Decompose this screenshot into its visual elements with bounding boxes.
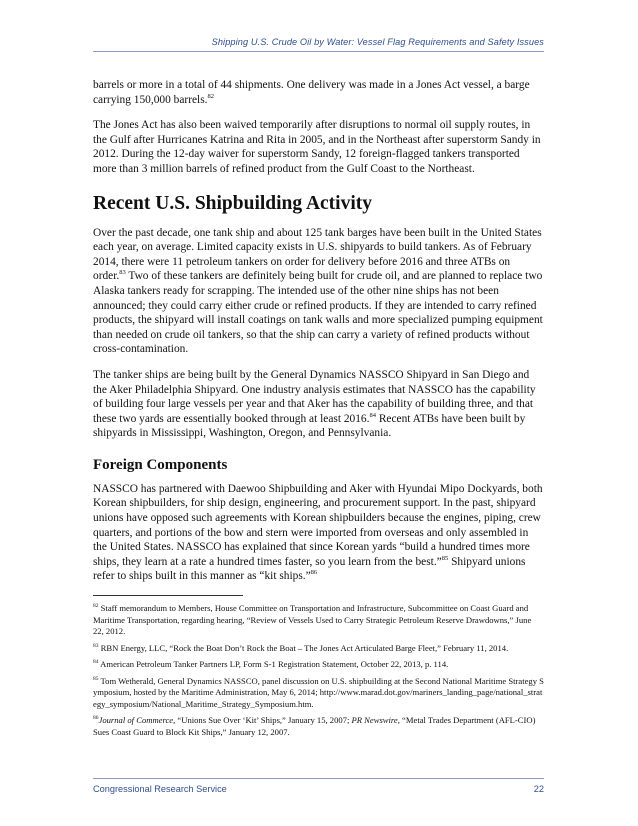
paragraph: NASSCO has partnered with Daewoo Shipbuilding and Aker with Hyundai Mipo Dockyards, both Korean shipbuilders, for ship design, engineering, and procurement support. In the past, shipyard unions have opposed such agreements with Korean shipbuilders because the engines, piping, crew quarters, and portions of the bow and stern were imported from overseas and only assembled in the United States. NASSCO has explained that since Korean yards “build a hundred times more ships, they learn at a rate a hundred times faster, so you learn from the best.”$^{85}$ Shipyard unions refer to ships built in this manner as “kit ships.”$^{86}$ <box>93 482 543 583</box>
footnote: $^{84}$ American Petroleum Tanker Partners LP, Form S-1 Registration Statement, October 22, 2013, p. 114. <box>93 659 449 670</box>
paragraph: The Jones Act has also been waived temporarily after disruptions to normal oil supply routes, in the Gulf after Hurricanes Katrina and Rita in 2005, and in the Northeast after superstorm Sandy in 2012. During the 12-day waiver for superstorm Sandy, 12 foreign-flagged tankers transported more than 3 million barrels of refined product from the Gulf Coast to the Northeast. <box>93 119 541 175</box>
section-heading: Recent U.S. Shipbuilding Activity <box>93 192 373 214</box>
footnote: $^{83}$ RBN Energy, LLC, “Rock the Boat Don’t Rock the Boat – The Jones Act Articulated Barge Fleet,” February 11, 2014. <box>93 642 509 653</box>
paragraph: barrels or more in a total of 44 shipments. One delivery was made in a Jones Act vessel, a barge carrying 150,000 barrels.$^{82}$ <box>93 79 530 106</box>
footer-source: Congressional Research Service <box>93 784 227 794</box>
footnote-ref: 84 <box>369 411 376 419</box>
footnote-ref: 86 <box>310 569 318 577</box>
footnote-ref: 82 <box>207 92 215 100</box>
paragraph: The tanker ships are being built by the General Dynamics NASSCO Shipyard in San Diego and the Aker Philadelphia Shipyard. One industry analysis estimates that NASSCO has the capability of building four large vessels per year and that Aker has the capability of building three, and that these two yards are essentially booked through at least 2016.84 Recent ATBs have been built by shipyards in Mississippi, Washington, Oregon, and Pennsylvania. <box>93 368 536 440</box>
paragraph: Over the past decade, one tank ship and about 125 tank barges have been built in the United States each year, on average. Limited capacity exists in U.S. shipyards to build tankers. As of February 2014, there were 11 petroleum tankers on order for delivery before 2016 and three ATBs on order.$^{83}$ Two of these tankers are definitely being built for crude oil, and are planned to replace two Alaska tankers ready for scrapping. The intended use of the other nine ships has not been announced; they could carry either crude or refined products. If they are intended to carry refined products, the shipyard will install coatings on tank walls and more specialized pumping equipment than needed on crude oil tankers, so that the ship can carry a variety of refined products without cross-contamination. <box>93 226 543 356</box>
footnote-ref: 83 <box>119 269 126 277</box>
footnote: $^{86}$Journal of Commerce, “Unions Sue Over ‘Kit’ Ships,” January 15, 2007; PR Newswire, “Metal Trades Department (AFL-CIO) Sues Coast Guard to Block Kit Ships,” January 12, 2007. <box>93 715 536 737</box>
footnote-divider <box>93 595 243 596</box>
header-divider <box>93 51 544 52</box>
page-number: 22 <box>533 784 544 794</box>
footnote: $^{85}$ Tom Wetherald, General Dynamics NASSCO, panel discussion on U.S. shipbuilding at the Second National Maritime Strategy Symposium, hosted by the Maritime Administration, May 6, 2014; http://www.marad.dot.gov/mariners_landing_page/national_strategy_symposium/National_Maritime_Strategy_Symposium.htm. <box>93 675 544 709</box>
running-header: Shipping U.S. Crude Oil by Water: Vessel Flag Requirements and Safety Issues <box>211 37 544 47</box>
subsection-heading: Foreign Components <box>93 456 228 473</box>
page-body <box>93 78 544 743</box>
footnote-ref: 85 <box>441 555 449 563</box>
footnote: $^{82}$ Staff memorandum to Members, House Committee on Transportation and Infrastructure, Subcommittee on Coast Guard and Maritime Transportation, regarding hearing, “Review of Vessels Used to Carry Strategic Petroleum Reserve Drawdowns,” June 22, 2012. <box>93 603 532 637</box>
footer-divider <box>93 778 544 779</box>
